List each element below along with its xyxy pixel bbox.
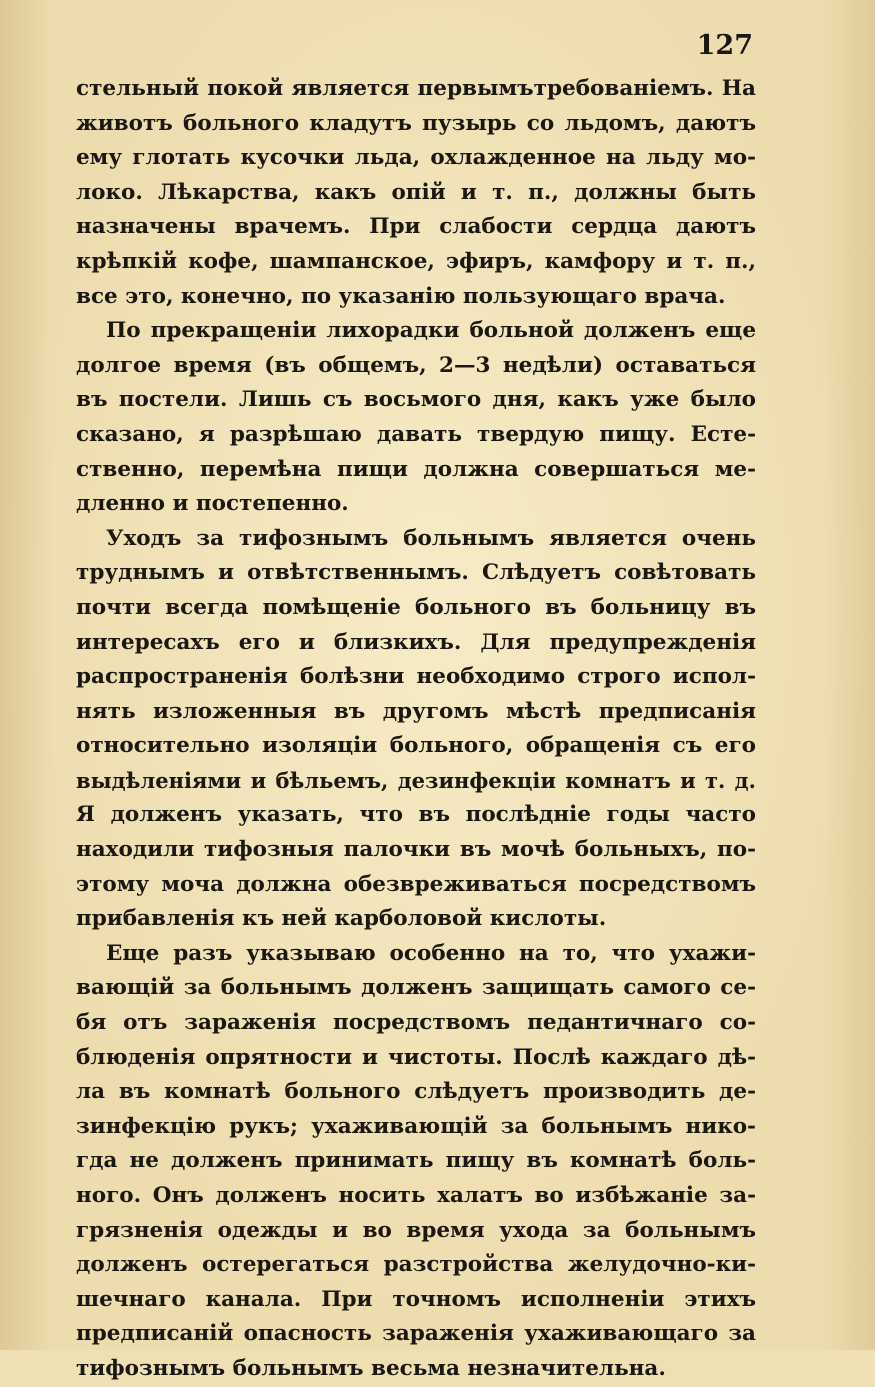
text-line: интересахъ его и близкихъ. Для предупрежденія — [76, 629, 756, 655]
text-line: предписаній опасность зараженія ухаживающаго за — [76, 1321, 756, 1347]
text-line: вающій за больнымъ долженъ защищать самого се- — [76, 975, 756, 1001]
text-line: гда не долженъ принимать пищу въ комнатѣ боль- — [76, 1148, 756, 1174]
text-line: въ постели. Лишь съ восьмого дня, какъ уже было — [76, 387, 756, 413]
text-line: почти всегда помѣщеніе больного въ больницу въ — [76, 594, 756, 620]
text-line: прибавленія къ ней карболовой кислоты. — [76, 906, 607, 932]
text-line: локо. Лѣкарства, какъ опій и т. п., должны быть — [76, 179, 756, 205]
text-line: выдѣленіями и бѣльемъ, дезинфекціи комнатъ и т. д. — [76, 767, 756, 793]
text-line: ного. Онъ долженъ носить халатъ во избѣжаніе за- — [76, 1183, 756, 1208]
text-line: бя отъ зараженія посредствомъ педантичнаго со- — [76, 1010, 756, 1036]
text-line: долженъ остерегаться разстройства желудочно-ки- — [76, 1252, 756, 1278]
text-line: находили тифозныя палочки въ мочѣ больныхъ, по- — [76, 837, 756, 863]
text-line: труднымъ и отвѣтственнымъ. Слѣдуетъ совѣтовать — [76, 560, 756, 586]
text-line: грязненія одежды и во время ухода за больнымъ — [76, 1217, 756, 1243]
text-line: стельный покой является первымътребованіемъ. На — [76, 76, 756, 101]
text-line: По прекращеніи лихорадки больной долженъ еще — [106, 318, 756, 344]
text-line: ственно, перемѣна пищи должна совершаться ме- — [76, 456, 756, 482]
text-line: Я долженъ указать, что въ послѣдніе годы часто — [76, 802, 756, 828]
text-line: блюденія опрятности и чистоты. Послѣ каждаго дѣ- — [76, 1044, 756, 1070]
text-line: Еще разъ указываю особенно на то, что ухажи- — [106, 940, 756, 966]
text-line: распространенія болѣзни необходимо строго испол- — [76, 664, 756, 690]
text-line: ла въ комнатѣ больного слѣдуетъ производить де- — [76, 1079, 756, 1105]
text-line: относительно изоляціи больного, обращенія съ его — [76, 733, 756, 759]
text-line: сказано, я разрѣшаю давать твердую пищу. Есте- — [76, 421, 756, 447]
text-line: зинфекцію рукъ; ухаживающій за больнымъ нико- — [76, 1113, 756, 1139]
text-line: назначены врачемъ. При слабости сердца даютъ — [76, 214, 756, 240]
body-text — [76, 72, 756, 1387]
text-line: нять изложенныя въ другомъ мѣстѣ предписанія — [76, 698, 756, 724]
text-line: шечнаго канала. При точномъ исполненіи этихъ — [76, 1286, 756, 1312]
text-line: Уходъ за тифознымъ больнымъ является очень — [106, 525, 756, 551]
text-line: долгое время (въ общемъ, 2—3 недѣли) оставаться — [76, 352, 756, 378]
text-line: крѣпкій кофе, шампанское, эфиръ, камфору и т. п., — [76, 248, 756, 274]
page-number: 127 — [696, 30, 753, 61]
text-line: этому моча должна обезвреживаться посредствомъ — [76, 871, 756, 897]
text-line: дленно и постепенно. — [76, 491, 349, 517]
text-line: тифознымъ больнымъ весьма незначительна. — [76, 1355, 666, 1381]
text-line: ему глотать кусочки льда, охлажденное на льду мо- — [76, 145, 756, 171]
text-line: все это, конечно, по указанію пользующаго врача. — [76, 283, 726, 309]
text-line: животъ больного кладутъ пузырь со льдомъ, даютъ — [76, 110, 756, 136]
